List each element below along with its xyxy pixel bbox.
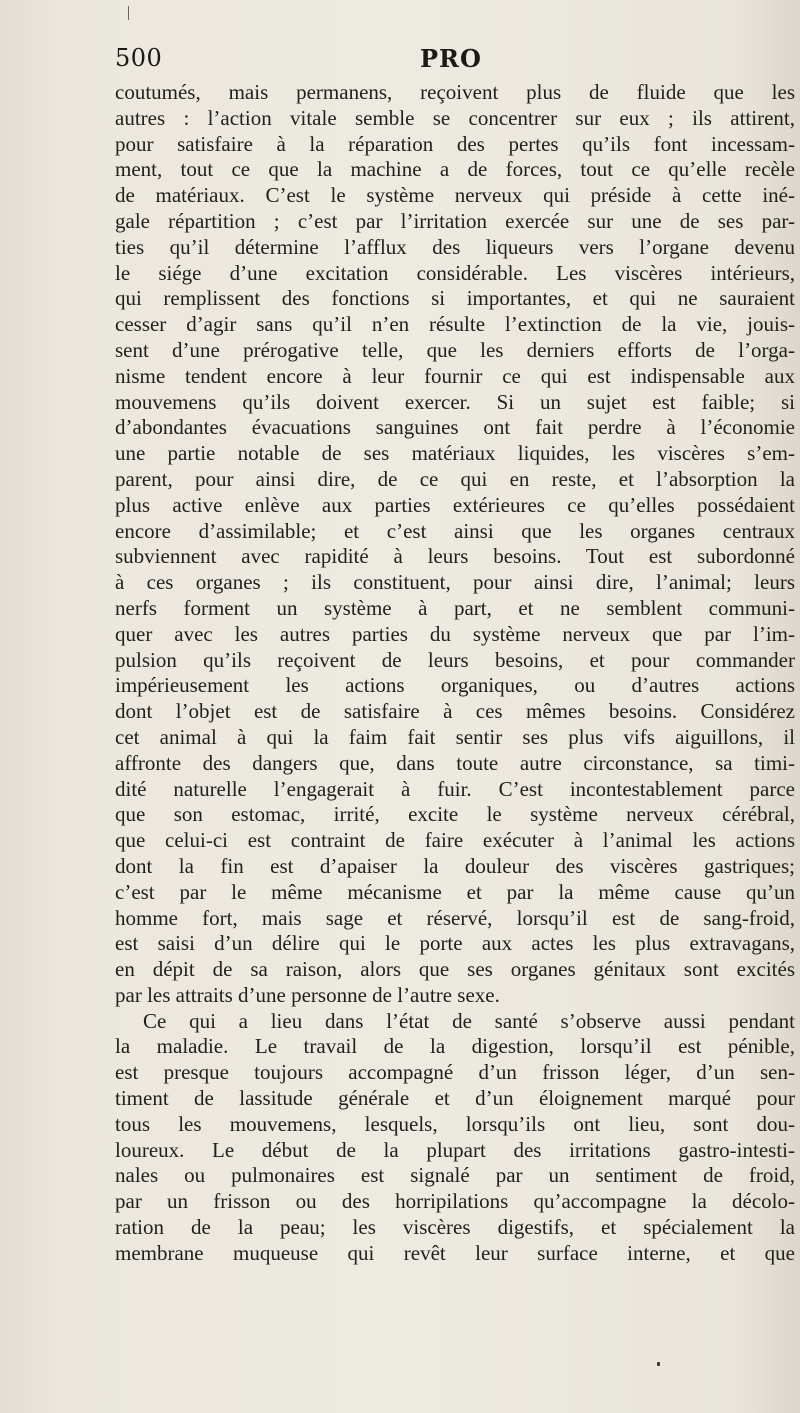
text-line: en dépit de sa raison, alors que ses organes génitaux sont excités (115, 957, 795, 982)
text-line: c’est par le même mécanisme et par la même cause qu’un (115, 879, 795, 904)
paragraph-start-line: Ce qui a lieu dans l’état de santé s’observe aussi pendant (143, 1008, 795, 1033)
text-line: sent d’une prérogative telle, que les derniers efforts de l’orga- (115, 337, 795, 362)
text-line: plus active enlève aux parties extérieures ce qu’elles possédaient (115, 492, 795, 517)
text-line: d’abondantes évacuations sanguines ont fait perdre à l’économie (115, 415, 795, 440)
text-line: mouvemens qu’ils doivent exercer. Si un sujet est faible; si (115, 389, 795, 414)
text-line: gale répartition ; c’est par l’irritation exercée sur une de ses par- (115, 208, 795, 233)
body-text (115, 80, 795, 1267)
text-line: parent, pour ainsi dire, de ce qui en reste, et l’absorption la (115, 466, 795, 491)
section-heading: PRO (420, 44, 482, 73)
text-line: membrane muqueuse qui revêt leur surface interne, et que (115, 1240, 795, 1265)
text-line: tous les mouvemens, lesquels, lorsqu’ils ont lieu, sont dou- (115, 1111, 795, 1136)
text-line: cet animal à qui la faim fait sentir ses plus vifs aiguillons, il (115, 724, 795, 749)
text-line: dont l’objet est de satisfaire à ces mêmes besoins. Considérez (115, 699, 795, 724)
text-line: nerfs forment un système à part, et ne semblent communi- (115, 595, 795, 620)
paper-mark (128, 6, 129, 20)
text-line: timent de lassitude générale et d’un éloignement marqué pour (115, 1086, 795, 1111)
text-line: nisme tendent encore à leur fournir ce qui est indispensable aux (115, 363, 795, 388)
text-line: à ces organes ; ils constituent, pour ainsi dire, l’animal; leurs (115, 570, 795, 595)
text-line: dité naturelle l’engagerait à fuir. C’est incontestablement parce (115, 776, 795, 801)
ink-speck (657, 1362, 660, 1366)
text-line: le siége d’une excitation considérable. Les viscères intérieurs, (115, 260, 795, 285)
text-line: est saisi d’un délire qui le porte aux actes les plus extravagans, (115, 931, 795, 956)
text-line: ment, tout ce que la machine a de forces, tout ce qu’elle recèle (115, 157, 795, 182)
text-line: quer avec les autres parties du système nerveux que par l’im- (115, 621, 795, 646)
running-head (115, 44, 795, 78)
text-line: dont la fin est d’apaiser la douleur des viscères gastriques; (115, 853, 795, 878)
text-line: par un frisson ou des horripilations qu’accompagne la décolo- (115, 1189, 795, 1214)
text-line: pulsion qu’ils reçoivent de leurs besoins, et pour commander (115, 647, 795, 672)
text-line: affronte des dangers que, dans toute autre circonstance, sa timi- (115, 750, 795, 775)
text-line: de matériaux. C’est le système nerveux qui préside à cette iné- (115, 183, 795, 208)
text-line: ties qu’il détermine l’afflux des liqueurs vers l’organe devenu (115, 234, 795, 259)
text-line: pour satisfaire à la réparation des pertes qu’ils font incessam- (115, 131, 795, 156)
text-line: encore d’assimilable; et c’est ainsi que les organes centraux (115, 518, 795, 543)
text-line: autres : l’action vitale semble se concentrer sur eux ; ils attirent, (115, 105, 795, 130)
text-line: une partie notable de ses matériaux liquides, les viscères s’em- (115, 441, 795, 466)
page-number: 500 (115, 44, 163, 72)
text-line: est presque toujours accompagné d’un frisson léger, d’un sen- (115, 1060, 795, 1085)
text-line: ration de la peau; les viscères digestifs, et spécialement la (115, 1215, 795, 1240)
text-line: coutumés, mais permanens, reçoivent plus de fluide que les (115, 80, 795, 104)
text-line: qui remplissent des fonctions si importantes, et qui ne sauraient (115, 286, 795, 311)
text-line: subviennent avec rapidité à leurs besoins. Tout est subordonné (115, 544, 795, 569)
text-line: homme fort, mais sage et réservé, lorsqu’il est de sang-froid, (115, 905, 795, 930)
text-line: que celui-ci est contraint de faire exécuter à l’animal les actions (115, 828, 795, 853)
text-line: cesser d’agir sans qu’il n’en résulte l’extinction de la vie, jouis- (115, 312, 795, 337)
text-line: loureux. Le début de la plupart des irritations gastro-intesti- (115, 1137, 795, 1162)
text-line: la maladie. Le travail de la digestion, lorsqu’il est pénible, (115, 1034, 795, 1059)
paragraph-end-line: par les attraits d’une personne de l’autre sexe. (115, 982, 500, 1007)
text-line: nales ou pulmonaires est signalé par un sentiment de froid, (115, 1163, 795, 1188)
text-line: que son estomac, irrité, excite le système nerveux cérébral, (115, 802, 795, 827)
text-line: impérieusement les actions organiques, ou d’autres actions (115, 673, 795, 698)
